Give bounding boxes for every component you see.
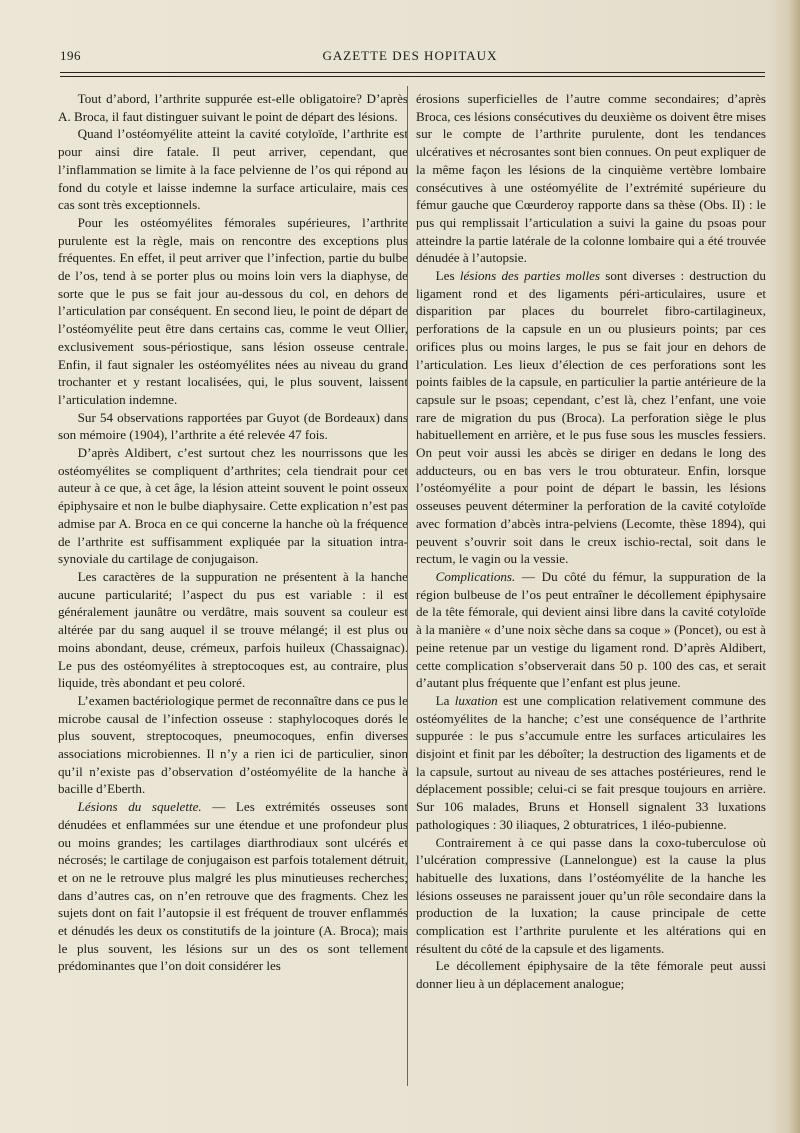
left-column xyxy=(58,90,408,975)
right-column xyxy=(416,90,766,993)
paragraph xyxy=(58,444,408,568)
header-rule-thick xyxy=(60,72,765,73)
paragraph-text: D’après Aldibert, c’est surtout chez les nourrissons que les ostéomyélites se compliquent d’arthrites; cela tiendrait pour cet auteur à ce que, à cet âge, la lésion atteint souvent le point osseux épiphysaire et non le bulbe diaphysaire. Cette explication n’est pas admise par A. Broca en ce qui concerne la hanche où la fréquence de l’arthrite est suffisamment expliquée par la situation intra-synoviale du cartilage de conjugaison. xyxy=(58,445,408,567)
paragraph-text: Le décollement épiphysaire de la tête fémorale peut aussi donner lieu à un déplacement analogue; xyxy=(416,958,766,992)
paragraph-lead-text: Les xyxy=(435,268,460,284)
paragraph xyxy=(58,214,408,409)
paragraph-text: Contrairement à ce qui passe dans la coxo-tuberculose où l’ulcération compressive (Lannelongue) est la cause la plus habituelle des luxations, dans l’ostéomyélite de la hanche les lésions osseuses ne paraissent jouer qu’un rôle secondaire dans la production de la luxation; la cause principale de cette complication est l’arthrite purulente et les altérations qui en résultent du côté de la capsule et des ligaments. xyxy=(416,834,766,956)
paragraph xyxy=(416,834,766,958)
paragraph xyxy=(58,409,408,444)
italic-subheading: lésions des parties molles xyxy=(459,268,600,284)
paragraph-text: — Les extrémités osseuses sont dénudées et enflammées sur une étendue et une profondeur plus ou moins grandes; les cartilages diarthrodiaux sont ulcérés et nécrosés; le cartilage de conjugaison est parfois totalement détruit, et on ne le retrouve plus malgré les plus minutieuses recherches; dans d’autres cas, on n’en retrouve que des fragments. Chez les sujets dont on fait l’autopsie il est fréquent de trouver enflammés et dénudés les deux os constitutifs de la jointure (A. Broca); mais le plus souvent, les lésions sur un des os sont tellement prédominantes que l’on doit considérer les xyxy=(58,799,408,974)
italic-subheading: luxation xyxy=(454,692,498,708)
paragraph-text: sont diverses : destruction du ligament rond et des ligaments péri-articulaires, usure et disparition par places du bourrelet fibro-cartilagineux, perforations de la capsule en un ou plusieurs points; par ces orifices plus ou moins larges, le pus se fait jour en dehors de l’articulation. Les lieux d’élection de ces perforations sont les points faibles de la capsule, en particulier la partie antérieure de la capsule sur le psoas; cependant, c’est là, chez l’enfant, une voie rare de migration du pus (Broca). La perforation siège le plus habituellement en arrière, et le pus fuse sous les muscles fessiers. On peut voir aussi les abcès se diriger en dedans le long des adducteurs, ou en bas vers le trou obturateur. Enfin, lorsque l’ostéomyélite a pour point de départ le bassin, les lésions osseuses peuvent déterminer la perforation de la cavité cotyloïde avec formation d’abcès intra-pelviens (Lecomte, thèse 1894), qui peuvent s’ouvrir soit dans le creux ischio-rectal, soit dans le rectum, le vagin ou la vessie. xyxy=(416,268,766,567)
paragraph xyxy=(58,568,408,692)
column-divider xyxy=(407,86,408,1086)
paragraph xyxy=(58,90,408,125)
paragraph-text: Quand l’ostéomyélite atteint la cavité cotyloïde, l’arthrite est pour ainsi dire fatale. Il peut arriver, cependant, que l’inflammation se limite à la face pelvienne de l’os qui répond au fond du cotyle et laisse indemne la surface articulaire, mais ces cas sont très exceptionnels. xyxy=(58,126,408,213)
paragraph xyxy=(416,90,766,267)
paragraph xyxy=(416,692,766,834)
page-edge-shadow xyxy=(788,0,800,1133)
paragraph-text: Pour les ostéomyélites fémorales supérieures, l’arthrite purulente est la règle, mais on rencontre des exceptions plus fréquentes. En effet, il peut arriver que l’infection, partie du bulbe de l’os, tend à se porter plus ou moins loin vers la diaphyse, de sorte que le pus se fait jour au-dessous du col, en dehors de l’articulation par conséquent. En second lieu, le point de départ de l’ostéomyélite peut être dans certains cas, comme le veut Ollier, exclusivement sous-périostique, sans lésion osseuse centrale. Enfin, il faut signaler les ostéomyélites nées au niveau du grand trochanter et y restant localisées, qui, le plus souvent, laissent l’articulation indemne. xyxy=(58,214,408,407)
paragraph xyxy=(416,568,766,692)
paragraph xyxy=(416,957,766,992)
paragraph xyxy=(416,267,766,568)
italic-subheading: Complications. xyxy=(435,568,516,584)
paragraph-text: Sur 54 observations rapportées par Guyot (de Bordeaux) dans son mémoire (1904), l’arthrite a été relevée 47 fois. xyxy=(58,409,408,443)
paragraph-lead-text: La xyxy=(435,692,455,708)
italic-subheading: Lésions du squelette. xyxy=(77,799,202,815)
paragraph-text: est une complication relativement commune des ostéomyélites de la hanche; c’est une conséquence de l’arthrite suppurée : le pus s’accumule entre les surfaces articulaires les disjoint et finit par les déboîter; la destruction des ligaments et de la capsule, surtout au niveau de ses attaches postérieures, rend le déplacement possible; celui-ci se fait presque toujours en arrière. Sur 106 malades, Bruns et Honsell signalent 33 luxations pathologiques : 30 iliaques, 2 obturatrices, 1 iléo-pubienne. xyxy=(416,692,766,832)
header-rule-thin xyxy=(60,76,765,77)
paragraph-text: érosions superficielles de l’autre comme secondaires; d’après Broca, ces lésions consécutives du deuxième os doivent être mises sur le compte de l’arthrite purulente, dont les tendances ulcératives et nécrosantes sont bien connues. On peut expliquer de la même façon les lésions de la cinquième vertèbre lombaire consécutives à une ostéomyélite de l’extrémité supérieure du fémur gauche que Cœurderoy rapporte dans sa thèse (Obs. II) : le pus qui remplissait l’articulation a suivi la gaine du psoas pour atteindre la partie latérale de la colonne lombaire qui a été trouvée dénudée à l’autopsie. xyxy=(416,91,766,266)
paragraph-text: Les caractères de la suppuration ne présentent à la hanche aucune particularité; l’aspect du pus est variable : il est généralement jaunâtre ou verdâtre, mais souvent sa couleur est altérée par du sang auquel il se trouve mélangé; il est plus ou moins abondant, deuse, crémeux, parfois huileux (Chassaignac). Le pus des ostéomyélites à streptocoques est, au contraire, plus liquide, très abondant et peu coloré. xyxy=(58,568,408,691)
paragraph-text: Tout d’abord, l’arthrite suppurée est-elle obligatoire? D’après A. Broca, il faut distinguer suivant le point de départ des lésions. xyxy=(58,91,408,124)
page-header xyxy=(60,48,770,68)
paragraph-text: L’examen bactériologique permet de reconnaître dans ce pus le microbe causal de l’infection osseuse : staphylocoques dorés le plus souvent, streptocoques, pneumocoques, enfin diverses associations microbiennes. Il n’y a rien ici de particulier, sinon qu’il n’existe pas d’observation d’ostéomyélite de la hanche à bacille d’Eberth. xyxy=(58,692,408,797)
running-title: GAZETTE DES HOPITAUX xyxy=(322,48,498,63)
paragraph xyxy=(58,125,408,214)
paragraph xyxy=(58,798,408,975)
paragraph xyxy=(58,692,408,798)
paragraph-text: — Du côté du fémur, la suppuration de la région bulbeuse de l’os peut entraîner le décollement épiphysaire de la tête fémorale, qui devient ainsi libre dans la cavité cotyloïde à la manière « d’une noix sèche dans sa coque » (Poncet), ou est à peine retenue par un vestige du ligament rond. D’après Aldibert, cette complication s’observerait dans 50 p. 100 des cas, et serait d’autant plus fréquente que l’enfant est plus jeune. xyxy=(416,568,766,691)
page-number: 196 xyxy=(60,48,81,63)
